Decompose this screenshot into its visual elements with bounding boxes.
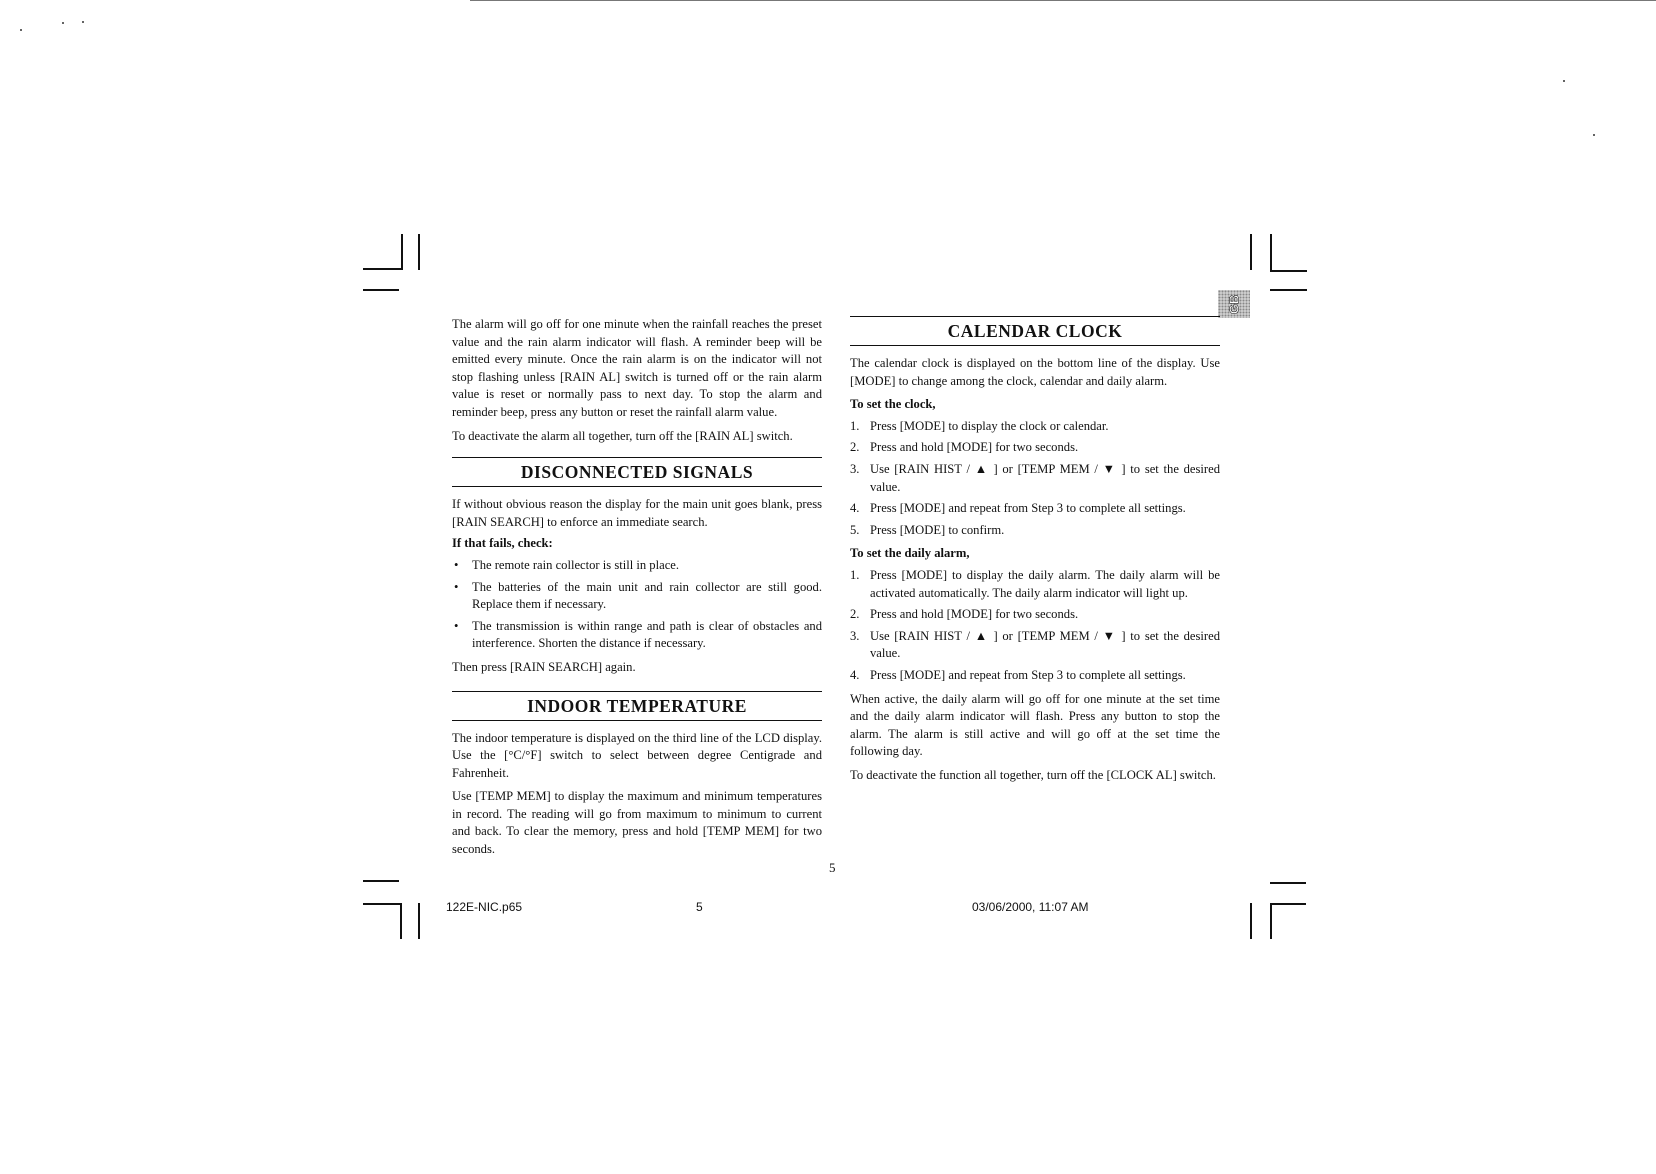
- set-alarm-steps: [850, 567, 1220, 685]
- step-text: Press [MODE] to confirm.: [870, 522, 1005, 537]
- indoor-temperature-heading: INDOOR TEMPERATURE: [452, 691, 822, 721]
- indoor-paragraph: The indoor temperature is displayed on the third line of the LCD display. Use the [°C/°F] switch to select between degree Centigrade and Fahrenheit.: [452, 730, 822, 780]
- set-clock-steps: [850, 418, 1220, 540]
- alarm-active-paragraph: When active, the daily alarm will go off for one minute at the set time and the daily alarm indicator will flash. Press any button to stop the alarm. The alarm is still active and will go off at the set time the following day.: [850, 691, 1220, 759]
- step-item: [850, 667, 1220, 685]
- step-item: [850, 628, 1220, 663]
- scan-speck: [1593, 134, 1595, 136]
- step-item: [850, 439, 1220, 457]
- check-item: • The remote rain collector is still in place.: [452, 557, 822, 575]
- crop-mark: [400, 903, 402, 939]
- language-badge-label: GB: [1226, 294, 1242, 314]
- footer-datetime: 03/06/2000, 11:07 AM: [972, 900, 1089, 914]
- set-alarm-label: To set the daily alarm,: [850, 546, 970, 561]
- crop-mark: [1250, 903, 1252, 939]
- step-text: Press [MODE] and repeat from Step 3 to complete all settings.: [870, 501, 1186, 516]
- step-item: [850, 500, 1220, 518]
- crop-mark: [1270, 270, 1307, 272]
- scan-speck: [20, 29, 22, 31]
- step-item: [850, 567, 1220, 602]
- step-text: Press [MODE] to display the daily alarm. The daily alarm will be activated automatically. The daily alarm indicator will light up.: [870, 567, 1220, 600]
- step-text: Press and hold [MODE] for two seconds.: [870, 440, 1079, 455]
- crop-mark: [1270, 882, 1306, 884]
- step-number: 3.: [850, 461, 860, 476]
- calendar-intro: The calendar clock is displayed on the bottom line of the display. Use [MODE] to change among the clock, calendar and daily alarm.: [850, 356, 1220, 388]
- left-column: [452, 316, 822, 865]
- crop-mark: [1270, 903, 1306, 905]
- check-item: • The transmission is within range and path is clear of obstacles and interference. Shorten the distance if necessary.: [452, 618, 822, 653]
- crop-mark: [1250, 234, 1252, 270]
- step-number: 1.: [850, 567, 860, 582]
- scan-speck: [82, 21, 84, 23]
- crop-mark: [418, 903, 420, 939]
- step-number: 4.: [850, 667, 860, 682]
- step-number: 2.: [850, 607, 860, 622]
- check-list: [452, 557, 822, 653]
- disconnected-paragraph: If without obvious reason the display for the main unit goes blank, press [RAIN SEARCH] to enforce an immediate search.: [452, 497, 822, 529]
- step-number: 2.: [850, 440, 860, 455]
- rain-alarm-deactivate-paragraph: To deactivate the alarm all together, turn off the [RAIN AL] switch.: [452, 428, 793, 443]
- step-text: Use [RAIN HIST / ▲ ] or [TEMP MEM / ▼ ] to set the desired value.: [870, 628, 1220, 661]
- step-item: [850, 522, 1220, 540]
- scan-speck: [1563, 80, 1565, 82]
- right-column: [850, 316, 1220, 790]
- top-edge-line: [470, 0, 1656, 1]
- crop-mark: [363, 289, 399, 291]
- crop-mark: [363, 880, 399, 882]
- step-text: Press [MODE] and repeat from Step 3 to complete all settings.: [870, 667, 1186, 682]
- step-item: [850, 606, 1220, 624]
- alarm-deactivate-paragraph: To deactivate the function all together, turn off the [CLOCK AL] switch.: [850, 767, 1216, 782]
- crop-mark: [1270, 234, 1272, 270]
- crop-mark: [1270, 903, 1272, 939]
- crop-mark: [418, 234, 420, 270]
- disconnected-signals-heading: DISCONNECTED SIGNALS: [452, 457, 822, 487]
- scan-speck: [62, 22, 64, 24]
- check-label: If that fails, check:: [452, 536, 553, 551]
- step-text: Press and hold [MODE] for two seconds.: [870, 607, 1079, 622]
- crop-mark: [363, 268, 402, 270]
- crop-mark: [1270, 289, 1307, 291]
- check-item: • The batteries of the main unit and rain collector are still good. Replace them if necessary.: [452, 579, 822, 614]
- step-item: [850, 461, 1220, 496]
- set-clock-label: To set the clock,: [850, 397, 936, 412]
- step-item: [850, 418, 1220, 436]
- rain-alarm-paragraph: The alarm will go off for one minute when the rainfall reaches the preset value and the rain alarm indicator will flash. A reminder beep will be emitted every minute. Once the rain alarm is on the indicator will not stop flashing unless [RAIN AL] switch is turned off or the rain alarm value is reset or normally pass to next day. To stop the alarm and reminder beep, press any button or reset the rainfall alarm value.: [452, 317, 822, 419]
- page-number: 5: [829, 860, 836, 875]
- disconnected-closing: Then press [RAIN SEARCH] again.: [452, 659, 636, 674]
- step-number: 4.: [850, 501, 860, 516]
- step-text: Press [MODE] to display the clock or calendar.: [870, 418, 1109, 433]
- step-number: 5.: [850, 522, 860, 537]
- step-text: Use [RAIN HIST / ▲ ] or [TEMP MEM / ▼ ] to set the desired value.: [870, 461, 1220, 494]
- step-number: 1.: [850, 418, 860, 433]
- calendar-clock-heading: CALENDAR CLOCK: [850, 316, 1220, 346]
- footer-file: 122E-NIC.p65: [446, 900, 523, 914]
- step-number: 3.: [850, 628, 860, 643]
- crop-mark: [401, 234, 403, 270]
- indoor-paragraph: Use [TEMP MEM] to display the maximum and minimum temperatures in record. The reading will go from maximum to minimum to current and back. To clear the memory, press and hold [TEMP MEM] for two seconds.: [452, 789, 822, 857]
- language-badge: [1218, 290, 1250, 318]
- crop-mark: [363, 903, 401, 905]
- footer-page: 5: [696, 900, 703, 914]
